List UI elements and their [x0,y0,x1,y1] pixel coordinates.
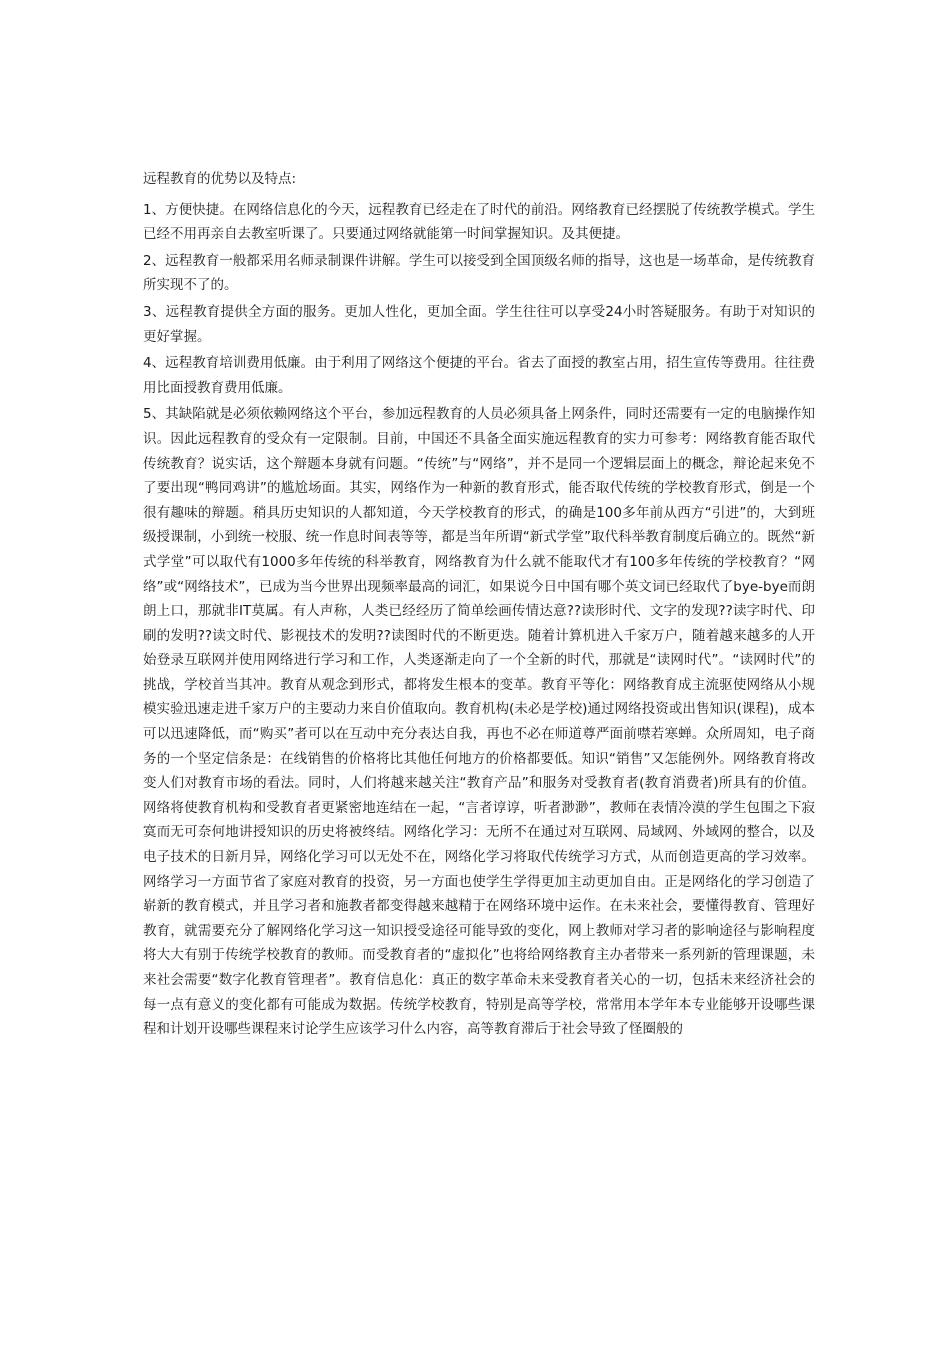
point-1: 1、方便快捷。在网络信息化的今天，远程教育已经走在了时代的前沿。网络教育已经摆脱了传统教学模式。学生已经不用再亲自去教室听课了。只要通过网络就能第一时间掌握知识。及其便捷。 [143,201,815,243]
point-3: 3、远程教育提供全方面的服务。更加人性化，更加全面。学生往往可以享受24小时答疑服务。有助于对知识的更好掌握。 [143,303,815,345]
point-4: 4、远程教育培训费用低廉。由于利用了网络这个便捷的平台。省去了面授的教室占用，招生宣传等费用。往往费用比面授教育费用低廉。 [143,355,815,396]
document-heading: 远程教育的优势以及特点: [143,171,297,187]
point-5: 5、其缺陷就是必须依赖网络这个平台，参加远程教育的人员必须具备上网条件，同时还需要有一定的电脑操作知识。因此远程教育的受众有一定限制。目前，中国还不具备全面实施远程教育的实力可参考：网络教育能否取代传统教育？说实话，这个辩题本身就有问题。“传统”与“网络”，并不是同一个逻辑层面上的概念，辩论起来免不了要出现“鸭同鸡讲”的尴尬场面。其实，网络作为一种新的教育形式，能否取代传统的学校教育形式，倒是一个很有趣味的辩题。稍具历史知识的人都知道，今天学校教育的形式，的确是100多年前从西方“引进”的，大到班级授课制，小到统一校服、统一作息时间表等等，都是当年所谓“新式学堂”取代科举教育制度后确立的。既然“新式学堂”可以取代有1000多年传统的科举教育，网络教育为什么就不能取代才有100多年传统的学校教育？“网络”或“网络技术”，已成为当今世界出现频率最高的词汇，如果说今日中国有哪个英文词已经取代了bye-bye而朗朗上口，那就非IT莫属。有人声称，人类已经经历了简单绘画传情达意??读形时代、文字的发现??读字时代、印刷的发明??读文时代、影视技术的发明??读图时代的不断更迭。随着计算机进入千家万户，随着越来越多的人开始登录互联网并使用网络进行学习和工作，人类逐渐走向了一个全新的时代，那就是“读网时代”。“读网时代”的挑战，学校首当其冲。教育从观念到形式，都将发生根本的变革。教育平等化：网络教育成主流驱使网络从小规模实验迅速走进千家万户的主要动力来自价值取向。教育机构(未必是学校)通过网络投资或出售知识(课程)，成本可以迅速降低，而“购买”者可以在互动中充分表达自我，再也不必在师道尊严面前噤若寒蝉。众所周知，电子商务的一个坚定信条是：在线销售的价格将比其他任何地方的价格都要低。知识“销售”又怎能例外。网络教育将改变人们对教育市场的看法。同时，人们将越来越关注“教育产品”和服务对受教育者(教育消费者)所具有的价值。网络将使教育机构和受教育者更紧密地连结在一起，“言者谆谆，听者渺渺”，教师在表情冷漠的学生包围之下寂寞而无可奈何地讲授知识的历史将被终结。网络化学习：无所不在通过对互联网、局域网、外域网的整合，以及电子技术的日新月异，网络化学习可以无处不在，网络化学习将取代传统学习方式，从而创造更高的学习效率。网络学习一方面节省了家庭对教育的投资，另一方面也使学生学得更加主动更加自由。正是网络化的学习创造了崭新的教育模式，并且学习者和施教者都变得越来越精于在网络环境中运作。在未来社会，要懂得教育、管理好教育，就需要充分了解网络化学习这一知识授受途径可能导致的变化，网上教师对学习者的影响途径与影响程度将大大有别于传统学校教育的教师。而受教育者的“虚拟化”也将给网络教育主办者带来一系列新的管理课题，未来社会需要“数字化教育管理者”。教育信息化：真正的数字革命未来受教育者关心的一切，包括未来经济社会的每一点有意义的变化都有可能成为数据。传统学校教育，特别是高等学校，常常用本学年本专业能够开设哪些课程和计划开设哪些课程来讨论学生应该学习什么内容，高等教育滞后于社会导致了怪圈般的 [143,406,815,1038]
point-2: 2、远程教育一般都采用名师录制课件讲解。学生可以接受到全国顶级名师的指导，这也是一场革命，是传统教育所实现不了的。 [143,252,815,294]
document-body [143,167,815,1044]
